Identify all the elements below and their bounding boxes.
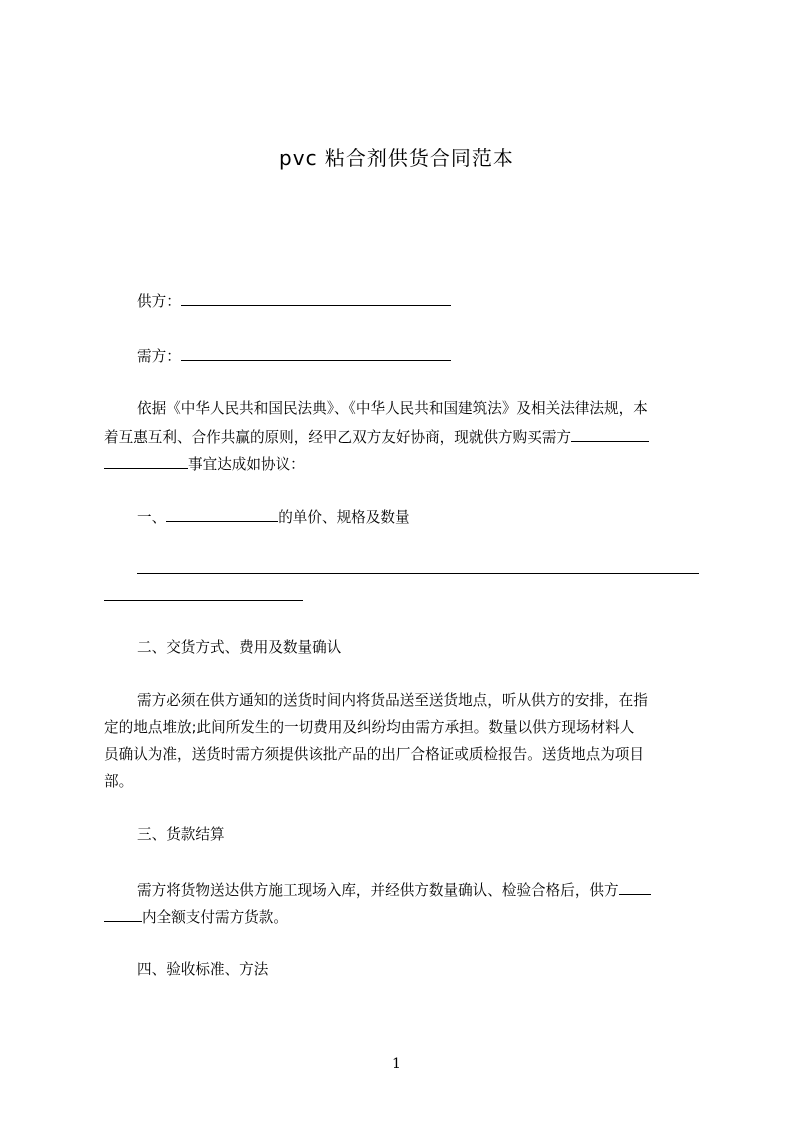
- document-title: pvc 粘合剂供货合同范本: [279, 146, 514, 170]
- supplier-label: 供方：: [137, 293, 181, 310]
- intro-line-2: [104, 426, 700, 448]
- section3-heading: 三、货款结算: [137, 826, 225, 843]
- section1-heading: [137, 506, 733, 528]
- intro-line-2-text: 着互惠互利、合作共赢的原则，经甲乙双方友好协商，现就供方购买需方: [104, 429, 572, 446]
- section4-heading: 四、验收标准、方法: [137, 961, 269, 978]
- section3-blank-2: [104, 906, 142, 922]
- section3-blank-1: [619, 879, 651, 895]
- intro-line-1: 依据《中华人民共和国民法典》、《中华人民共和国建筑法》及相关法律法规，本: [137, 400, 648, 417]
- section2-line-2: 定的地点堆放;此间所发生的一切费用及纠纷均由需方承担。数量以供方现场材料人: [104, 719, 635, 736]
- section2-line-4: 部。: [104, 773, 134, 790]
- section1-blank: [166, 506, 278, 522]
- intro-line-3: [104, 453, 700, 475]
- supplier-blank: [181, 290, 451, 306]
- page-number: 1: [392, 1056, 401, 1072]
- section2-line-1: 需方必须在供方通知的送货时间内将货品送至送货地点，听从供方的安排，在指: [137, 692, 648, 709]
- section2-heading: 二、交货方式、费用及数量确认: [137, 639, 342, 656]
- buyer-label: 需方：: [137, 348, 181, 365]
- section1-blank-line-1: [137, 573, 699, 574]
- supplier-line: [137, 290, 733, 312]
- section1-suffix: 的单价、规格及数量: [278, 509, 410, 526]
- section3-line-2-text: 内全额支付需方货款。: [142, 909, 288, 926]
- section1-blank-line-2: [104, 600, 303, 601]
- section1-prefix: 一、: [137, 509, 167, 526]
- section3-line-2: [104, 906, 700, 928]
- buyer-line: [137, 345, 733, 367]
- section3-line-1: [137, 879, 733, 901]
- intro-blank-2: [104, 453, 188, 469]
- section2-line-3: 员确认为准，送货时需方须提供该批产品的出厂合格证或质检报告。送货地点为项目: [104, 746, 644, 763]
- section3-line-1-text: 需方将货物送达供方施工现场入库，并经供方数量确认、检验合格后，供方: [137, 882, 619, 899]
- intro-line-3-text: 事宜达成如协议：: [188, 456, 305, 473]
- intro-blank-1: [571, 426, 649, 442]
- buyer-blank: [181, 345, 451, 361]
